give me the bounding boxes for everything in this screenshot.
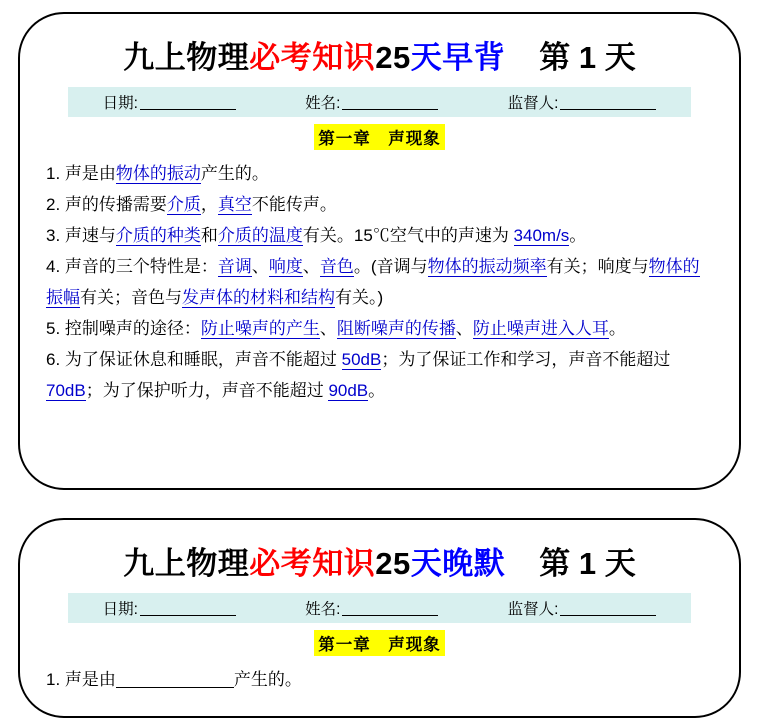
question-text: 有关；响度与 bbox=[546, 257, 649, 276]
question-text: 声速与 bbox=[64, 226, 116, 245]
question-text: 。 bbox=[608, 319, 626, 338]
title-part-count-2: 25 bbox=[375, 546, 411, 581]
question-text: ， bbox=[200, 195, 218, 214]
question-text: 声的传播需要 bbox=[64, 195, 167, 214]
question-list-morning bbox=[46, 158, 713, 406]
question-text: 、 bbox=[302, 257, 320, 276]
name-label-2: 姓名: bbox=[305, 601, 341, 618]
date-label: 日期: bbox=[102, 95, 138, 112]
question-text: 产生的。 bbox=[233, 670, 302, 689]
name-input-line[interactable] bbox=[342, 94, 438, 110]
supervisor-field[interactable] bbox=[508, 91, 657, 113]
date-field-2[interactable] bbox=[103, 597, 236, 619]
question-text: 有关。) bbox=[335, 288, 384, 307]
question-text: 、 bbox=[251, 257, 269, 276]
title-part-subject-2: 九上物理 bbox=[123, 546, 250, 581]
sheet-day-label: 第 1 天 bbox=[539, 40, 636, 75]
sheet-title-row-2 bbox=[20, 520, 739, 589]
title-part-subject: 九上物理 bbox=[123, 40, 250, 75]
title-part-highlight: 必考知识 bbox=[249, 40, 376, 75]
supervisor-label: 监督人: bbox=[507, 95, 559, 112]
name-field[interactable] bbox=[305, 91, 438, 113]
answer-underline: 介质的种类 bbox=[115, 226, 201, 245]
question-text: ；为了保证工作和学习，声音不能超过 bbox=[381, 350, 671, 369]
answer-underline: 阻断噪声的传播 bbox=[336, 319, 456, 338]
supervisor-input-line[interactable] bbox=[560, 94, 656, 110]
answer-underline: 防止噪声进入人耳 bbox=[472, 319, 609, 338]
chapter-heading: 第一章 声现象 bbox=[314, 124, 445, 150]
answer-underline: 防止噪声的产生 bbox=[200, 319, 320, 338]
worksheet-card-morning bbox=[18, 12, 741, 490]
date-input-line-2[interactable] bbox=[140, 600, 236, 616]
answer-underline: 发声体的材料和结构 bbox=[182, 288, 335, 307]
answer-underline: 音调 bbox=[217, 257, 252, 276]
question-text: 声是由 bbox=[64, 164, 116, 183]
question-text: ；为了保护听力，声音不能超过 bbox=[85, 381, 329, 400]
answer-underline: 340m/s bbox=[513, 226, 570, 245]
answer-blank[interactable] bbox=[116, 671, 234, 688]
question-item bbox=[46, 189, 713, 220]
worksheet-card-evening bbox=[18, 518, 741, 718]
question-number: 2. bbox=[46, 195, 65, 214]
question-text: 。 bbox=[569, 226, 587, 245]
question-item bbox=[46, 664, 713, 695]
question-item bbox=[46, 251, 713, 313]
question-text: 产生的。 bbox=[200, 164, 269, 183]
question-text: 。(音调与 bbox=[353, 257, 428, 276]
question-number: 3. bbox=[46, 226, 65, 245]
question-item bbox=[46, 158, 713, 189]
question-text: 和 bbox=[200, 226, 218, 245]
question-number: 5. bbox=[46, 319, 65, 338]
answer-underline: 音色 bbox=[319, 257, 354, 276]
question-text: 声音的三个特性是： bbox=[64, 257, 218, 276]
answer-underline: 响度 bbox=[268, 257, 303, 276]
question-item bbox=[46, 313, 713, 344]
question-text: 有关；音色与 bbox=[80, 288, 182, 307]
question-text: 控制噪声的途径： bbox=[64, 319, 201, 338]
title-part-mode: 天早背 bbox=[410, 40, 506, 75]
title-part-highlight-2: 必考知识 bbox=[249, 546, 376, 581]
answer-underline: 90dB bbox=[328, 381, 369, 400]
question-text: 、 bbox=[455, 319, 473, 338]
title-part-count: 25 bbox=[375, 40, 411, 75]
question-text: 为了保证休息和睡眠，声音不能超过 bbox=[64, 350, 342, 369]
name-input-line-2[interactable] bbox=[342, 600, 438, 616]
question-text: 。 bbox=[368, 381, 386, 400]
question-item bbox=[46, 220, 713, 251]
date-label-2: 日期: bbox=[102, 601, 138, 618]
title-part-mode-2: 天晚默 bbox=[410, 546, 506, 581]
question-item bbox=[46, 344, 713, 406]
date-field[interactable] bbox=[103, 91, 236, 113]
question-text: 声是由 bbox=[64, 670, 116, 689]
name-label: 姓名: bbox=[305, 95, 341, 112]
question-number: 4. bbox=[46, 257, 65, 276]
sheet-title-2 bbox=[123, 538, 505, 583]
answer-underline: 物体的振幅 bbox=[46, 257, 700, 307]
chapter-heading-row-2 bbox=[20, 630, 739, 656]
answer-underline: 物体的振动频率 bbox=[427, 257, 547, 276]
answer-underline: 真空 bbox=[217, 195, 252, 214]
answer-underline: 物体的振动 bbox=[115, 164, 201, 183]
sheet-title bbox=[123, 32, 505, 77]
meta-bar bbox=[68, 87, 691, 117]
answer-underline: 50dB bbox=[341, 350, 382, 369]
sheet-title-row bbox=[20, 14, 739, 83]
supervisor-input-line-2[interactable] bbox=[560, 600, 656, 616]
chapter-heading-2: 第一章 声现象 bbox=[314, 630, 445, 656]
answer-underline: 介质 bbox=[166, 195, 201, 214]
answer-underline: 介质的温度 bbox=[217, 226, 303, 245]
question-text: 有关。15℃空气中的声速为 bbox=[302, 226, 514, 245]
question-text: 不能传声。 bbox=[251, 195, 337, 214]
sheet-day-label-2: 第 1 天 bbox=[539, 546, 636, 581]
question-list-evening bbox=[46, 664, 713, 695]
supervisor-field-2[interactable] bbox=[508, 597, 657, 619]
question-text: 、 bbox=[319, 319, 337, 338]
supervisor-label-2: 监督人: bbox=[507, 601, 559, 618]
chapter-heading-row bbox=[20, 124, 739, 150]
question-number: 1. bbox=[46, 670, 65, 689]
answer-underline: 70dB bbox=[46, 381, 86, 400]
question-number: 1. bbox=[46, 164, 65, 183]
name-field-2[interactable] bbox=[305, 597, 438, 619]
date-input-line[interactable] bbox=[140, 94, 236, 110]
question-number: 6. bbox=[46, 350, 65, 369]
meta-bar-2 bbox=[68, 593, 691, 623]
